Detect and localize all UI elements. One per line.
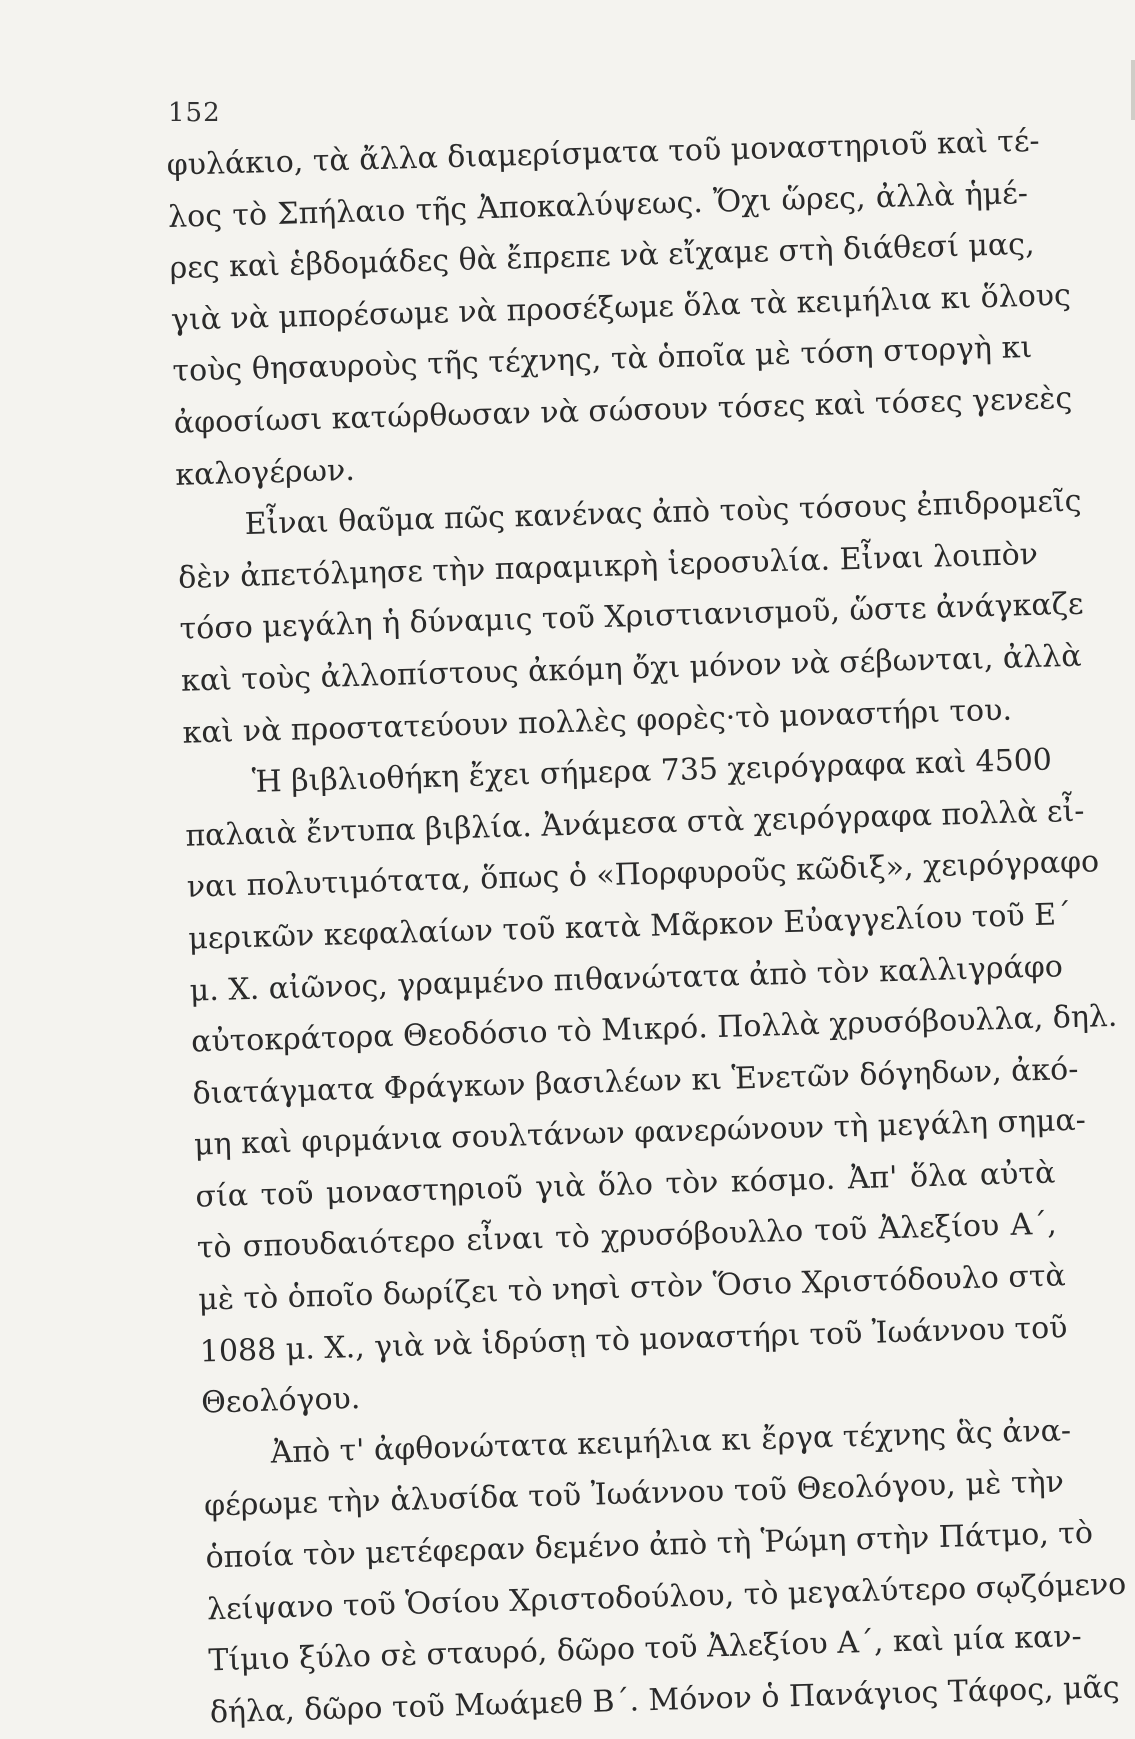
text-line: καλογέρων. xyxy=(174,452,356,493)
text-line: ρες καὶ ἑβδομάδες θὰ ἔπρεπε νὰ εἴχαμε στὴ διάθεσί μας, xyxy=(169,226,1035,287)
text-line: Ἀπὸ τ' ἀφθονώτατα κειμήλια κι ἔργα τέχνης ἃς ἀνα- xyxy=(270,1413,1072,1471)
text-line: σία τοῦ μοναστηριοῦ γιὰ ὅλο τὸν κόσμο. Ἀπ' ὅλα αὐτὰ xyxy=(195,1155,1056,1215)
text-line: ναι πολυτιμότατα, ὅπως ὁ «Πορφυροῦς κῶδιξ», χειρόγραφο xyxy=(186,844,1100,906)
text-line: ὁποία τὸν μετέφεραν δεμένο ἀπὸ τὴ Ῥώμη στὴν Πάτμο, τὸ xyxy=(205,1515,1094,1576)
text-line: ἀφοσίωσι κατώρθωσαν νὰ σώσουν τόσες καὶ τόσες γενεὲς xyxy=(173,380,1073,441)
text-line: δήλα, δῶρο τοῦ Μωάμεθ Β΄. Μόνον ὁ Πανάγιος Τάφος, μᾶς xyxy=(209,1669,1121,1731)
body-text xyxy=(166,116,1127,1739)
text-line: γιὰ νὰ μπορέσωμε νὰ προσέξωμε ὅλα τὰ κειμήλια κι ὅλους xyxy=(170,277,1072,338)
text-line: καὶ νὰ προστατεύουν πολλὲς φορὲς·τὸ μοναστήρι του. xyxy=(182,692,1013,751)
text-line: Θεολόγου. xyxy=(200,1381,361,1421)
text-line: τόσο μεγάλη ἡ δύναμις τοῦ Χριστιανισμοῦ, ὥστε ἀνάγκαζε xyxy=(179,586,1084,648)
text-line: φυλάκιο, τὰ ἄλλα διαμερίσματα τοῦ μοναστηριοῦ καὶ τέ- xyxy=(166,123,1041,183)
text-line: παλαιὰ ἔντυπα βιβλία. Ἀνάμεσα στὰ χειρόγραφα πολλὰ εἶ- xyxy=(184,793,1085,854)
text-line: μὲ τὸ ὁποῖο δωρίζει τὸ νησὶ στὸν Ὅσιο Χριστόδουλο στὰ xyxy=(197,1258,1067,1318)
text-line: Εἶναι θαῦμα πῶς κανένας ἀπὸ τοὺς τόσους ἐπιδρομεῖς xyxy=(244,483,1082,543)
text-line: δὲν ἀπετόλμησε τὴν παραμικρὴ ἱεροσυλία. Εἶναι λοιπὸν xyxy=(177,536,1039,596)
text-line: λος τὸ Σπήλαιο τῆς Ἀποκαλύψεως. Ὄχι ὥρες, ἀλλὰ ἡμέ- xyxy=(167,175,1029,235)
margin-edge-mark xyxy=(1131,60,1135,120)
text-line: Τίμιο ξύλο σὲ σταυρό, δῶρο τοῦ Ἀλεξίου Α΄, καὶ μία καν- xyxy=(208,1619,1083,1679)
text-line: Ἡ βιβλιοθήκη ἔχει σήμερα 735 χειρόγραφα καὶ 4500 xyxy=(251,742,1053,800)
text-line: τὸ σπουδαιότερο εἶναι τὸ χρυσόβουλλο τοῦ Ἀλεξίου Α΄, xyxy=(196,1207,1058,1267)
text-line: καὶ τοὺς ἀλλοπίστους ἀκόμη ὄχι μόνον νὰ σέβωνται, ἀλλὰ xyxy=(180,638,1082,699)
text-line: μερικῶν κεφαλαίων τοῦ κατὰ Μᾶρκον Εὐαγγελίου τοῦ Ε΄ xyxy=(187,896,1072,957)
text-line: μη καὶ φιρμάνια σουλτάνων φανερώνουν τὴ μεγάλη σημα- xyxy=(193,1102,1087,1163)
text-line: διατάγματα Φράγκων βασιλέων κι Ἑνετῶν δόγηδων, ἀκό- xyxy=(192,1051,1079,1112)
text-line: αὐτοκράτορα Θεοδόσιο τὸ Μικρό. Πολλὰ χρυσόβουλλα, δηλ. xyxy=(190,998,1118,1060)
page-number: 152 xyxy=(168,98,221,128)
text-line: μ. Χ. αἰῶνος, γραμμένο πιθανώτατα ἀπὸ τὸν καλλιγράφο xyxy=(189,948,1064,1009)
text-line: φέρωμε τὴν ἁλυσίδα τοῦ Ἰωάννου τοῦ Θεολόγου, μὲ τὴν xyxy=(203,1464,1065,1524)
text-line: τοὺς θησαυροὺς τῆς τέχνης, τὰ ὁποῖα μὲ τόση στοργὴ κι xyxy=(171,330,1033,390)
text-line: λείψανο τοῦ Ὁσίου Χριστοδούλου, τὸ μεγαλύτερο σῳζόμενο xyxy=(206,1566,1127,1628)
text-line: 1088 μ. Χ., γιὰ νὰ ἱδρύσῃ τὸ μοναστήρι τοῦ Ἰωάννου τοῦ xyxy=(199,1309,1068,1370)
